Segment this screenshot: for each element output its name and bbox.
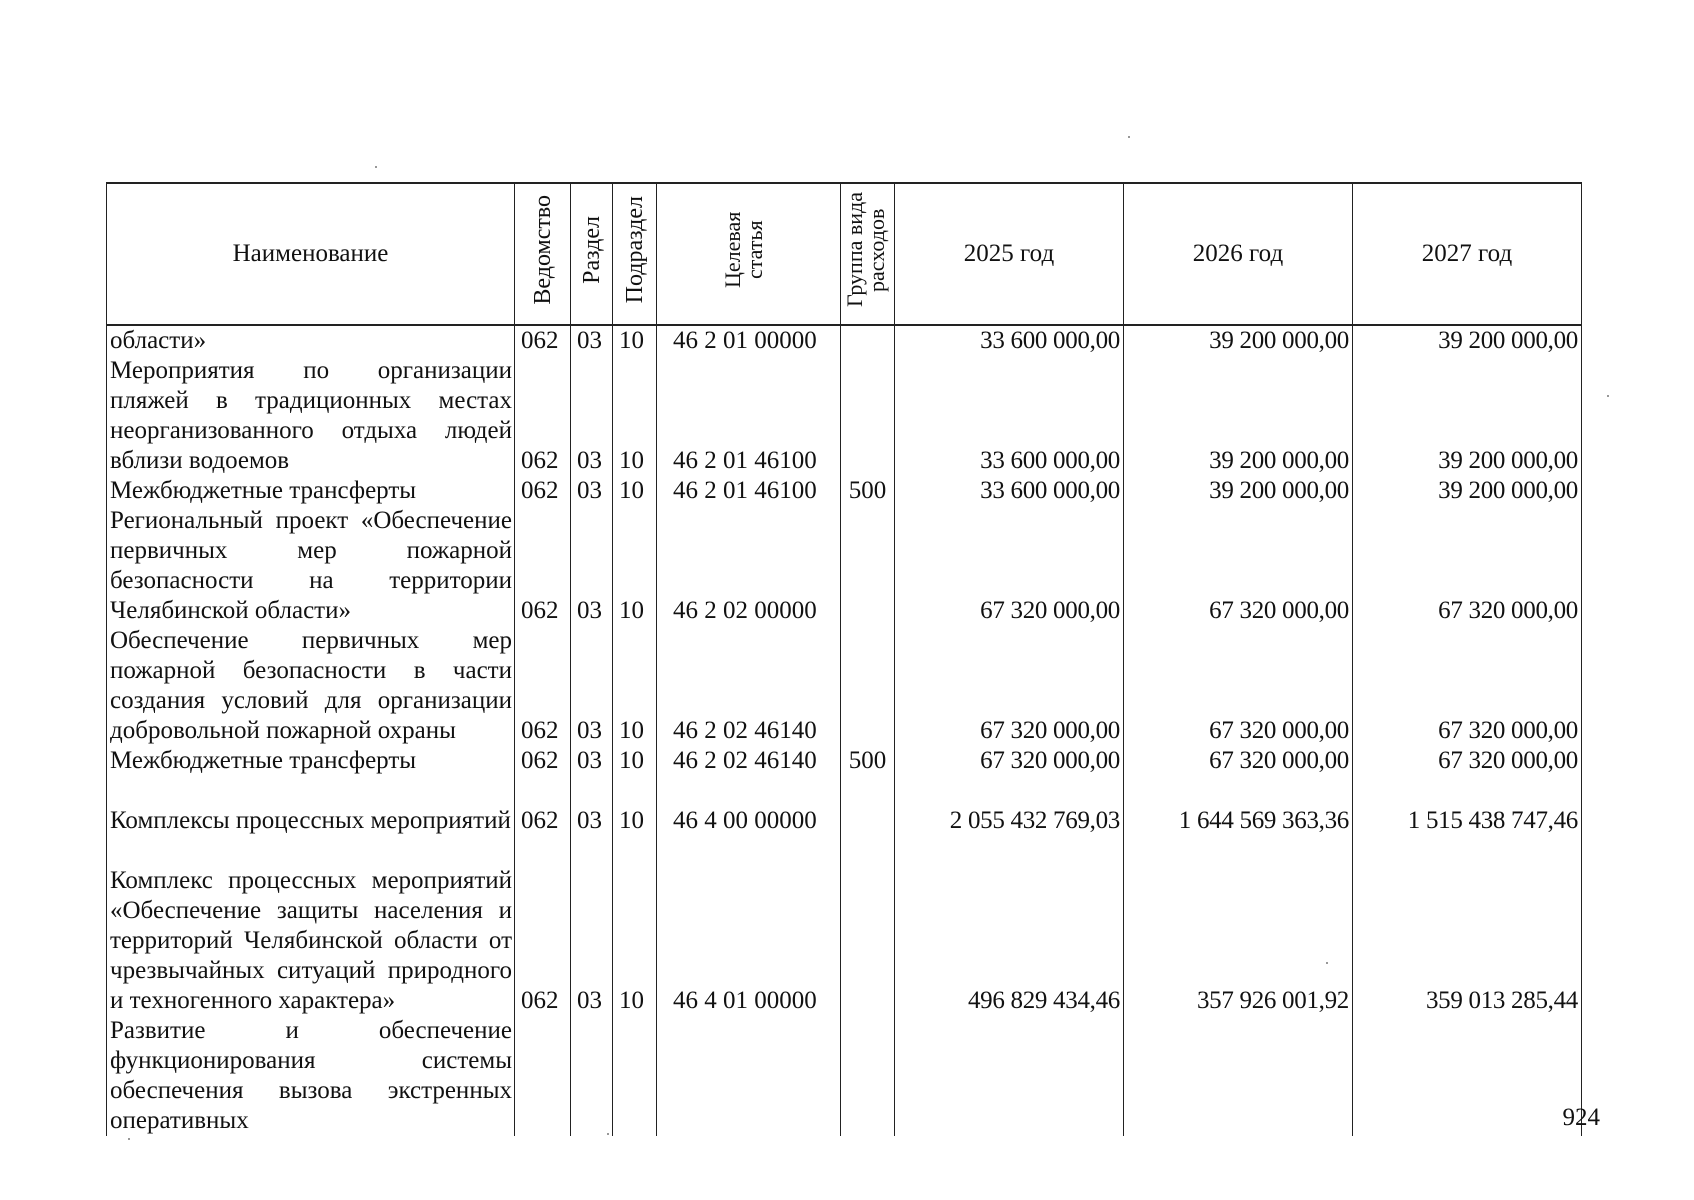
- cell-name: Межбюджетные трансферты: [107, 476, 515, 506]
- cell-amount-2027: 1 515 438 747,46: [1353, 776, 1582, 836]
- cell-department: 062: [515, 746, 571, 776]
- cell-subsection: 10: [613, 325, 657, 356]
- cell-amount-2026: 39 200 000,00: [1124, 325, 1353, 356]
- header-name: Наименование: [107, 183, 515, 325]
- cell-target-article: 46 2 01 46100: [657, 476, 841, 506]
- cell-amount-2027: 39 200 000,00: [1353, 325, 1582, 356]
- cell-target-article: 46 4 01 00000: [657, 836, 841, 1016]
- cell-amount-2027: 39 200 000,00: [1353, 356, 1582, 476]
- cell-amount-2026: 39 200 000,00: [1124, 356, 1353, 476]
- cell-department: 062: [515, 626, 571, 746]
- cell-amount-2025: [895, 1016, 1124, 1136]
- cell-subsection: [613, 1016, 657, 1136]
- cell-amount-2026: 67 320 000,00: [1124, 506, 1353, 626]
- cell-amount-2026: 67 320 000,00: [1124, 746, 1353, 776]
- header-year-2025: 2025 год: [895, 183, 1124, 325]
- cell-target-article: 46 2 01 46100: [657, 356, 841, 476]
- cell-subsection: 10: [613, 746, 657, 776]
- cell-section: 03: [571, 325, 613, 356]
- cell-target-article: 46 2 02 46140: [657, 626, 841, 746]
- cell-expense-group: [841, 356, 895, 476]
- cell-section: 03: [571, 626, 613, 746]
- cell-expense-group: [841, 1016, 895, 1136]
- header-year-2027: 2027 год: [1353, 183, 1582, 325]
- cell-amount-2027: 67 320 000,00: [1353, 626, 1582, 746]
- header-section: Раздел: [571, 183, 613, 325]
- scan-speck: [607, 1133, 609, 1135]
- cell-amount-2027: 67 320 000,00: [1353, 746, 1582, 776]
- cell-name: Мероприятия по организации пляжей в традиционных местах неорганизованного отдыха людей вблизи водоемов: [107, 356, 515, 476]
- cell-amount-2025: 67 320 000,00: [895, 626, 1124, 746]
- cell-section: 03: [571, 506, 613, 626]
- table-row: [107, 1016, 1582, 1136]
- cell-subsection: 10: [613, 836, 657, 1016]
- header-subsection: Подраздел: [613, 183, 657, 325]
- cell-subsection: 10: [613, 506, 657, 626]
- cell-name: Развитие и обеспечение функционирования системы обеспечения вызова экстренных оперативных: [107, 1016, 515, 1136]
- cell-expense-group: [841, 776, 895, 836]
- cell-target-article: 46 2 02 46140: [657, 746, 841, 776]
- cell-amount-2025: 33 600 000,00: [895, 356, 1124, 476]
- cell-section: 03: [571, 836, 613, 1016]
- table-header: [107, 183, 1582, 325]
- cell-amount-2025: 67 320 000,00: [895, 506, 1124, 626]
- cell-target-article: 46 2 01 00000: [657, 325, 841, 356]
- cell-department: 062: [515, 325, 571, 356]
- cell-department: 062: [515, 776, 571, 836]
- cell-amount-2025: 2 055 432 769,03: [895, 776, 1124, 836]
- cell-expense-group: 500: [841, 746, 895, 776]
- scan-speck: [1607, 395, 1609, 397]
- table-row: [107, 356, 1582, 476]
- cell-expense-group: 500: [841, 476, 895, 506]
- cell-amount-2026: 357 926 001,92: [1124, 836, 1353, 1016]
- cell-expense-group: [841, 836, 895, 1016]
- cell-expense-group: [841, 626, 895, 746]
- cell-amount-2026: 1 644 569 363,36: [1124, 776, 1353, 836]
- cell-amount-2025: 33 600 000,00: [895, 325, 1124, 356]
- cell-name: Межбюджетные трансферты: [107, 746, 515, 776]
- header-department: Ведомство: [515, 183, 571, 325]
- cell-subsection: 10: [613, 626, 657, 746]
- cell-department: 062: [515, 356, 571, 476]
- cell-target-article: [657, 1016, 841, 1136]
- cell-amount-2025: 33 600 000,00: [895, 476, 1124, 506]
- cell-section: [571, 1016, 613, 1136]
- cell-subsection: 10: [613, 476, 657, 506]
- scan-speck: [1128, 136, 1130, 138]
- cell-amount-2026: 39 200 000,00: [1124, 476, 1353, 506]
- scan-speck: [1326, 962, 1328, 964]
- table-body: [107, 325, 1582, 1136]
- cell-section: 03: [571, 476, 613, 506]
- table-row: [107, 626, 1582, 746]
- header-year-2026: 2026 год: [1124, 183, 1353, 325]
- page-number: 924: [1562, 1104, 1600, 1131]
- table-row: [107, 776, 1582, 836]
- cell-department: [515, 1016, 571, 1136]
- budget-table: [106, 182, 1582, 1136]
- cell-section: 03: [571, 356, 613, 476]
- table-row: [107, 506, 1582, 626]
- cell-subsection: 10: [613, 356, 657, 476]
- cell-amount-2025: 67 320 000,00: [895, 746, 1124, 776]
- cell-section: 03: [571, 776, 613, 836]
- cell-department: 062: [515, 836, 571, 1016]
- cell-department: 062: [515, 506, 571, 626]
- cell-amount-2026: [1124, 1016, 1353, 1136]
- cell-name: Региональный проект «Обеспечение первичных мер пожарной безопасности на территории Челябинской области»: [107, 506, 515, 626]
- cell-name: Комплексы процессных мероприятий: [107, 776, 515, 836]
- scan-speck: [375, 166, 377, 168]
- header-target-article: Целевая статья: [657, 183, 841, 325]
- cell-amount-2026: 67 320 000,00: [1124, 626, 1353, 746]
- cell-amount-2027: 67 320 000,00: [1353, 506, 1582, 626]
- cell-name: области»: [107, 325, 515, 356]
- cell-section: 03: [571, 746, 613, 776]
- cell-department: 062: [515, 476, 571, 506]
- cell-expense-group: [841, 506, 895, 626]
- cell-name: Обеспечение первичных мер пожарной безопасности в части создания условий для организации добровольной пожарной охраны: [107, 626, 515, 746]
- cell-subsection: 10: [613, 776, 657, 836]
- cell-name: Комплекс процессных мероприятий «Обеспечение защиты населения и территорий Челябинской области от чрезвычайных ситуаций природного и техногенного характера»: [107, 836, 515, 1016]
- table-row: [107, 836, 1582, 1016]
- cell-amount-2027: 359 013 285,44: [1353, 836, 1582, 1016]
- cell-amount-2027: 39 200 000,00: [1353, 476, 1582, 506]
- scan-speck: [128, 1138, 130, 1140]
- cell-amount-2025: 496 829 434,46: [895, 836, 1124, 1016]
- cell-target-article: 46 4 00 00000: [657, 776, 841, 836]
- cell-target-article: 46 2 02 00000: [657, 506, 841, 626]
- table-row: [107, 476, 1582, 506]
- header-expense-group: Группа вида расходов: [841, 183, 895, 325]
- cell-expense-group: [841, 325, 895, 356]
- table-row: [107, 746, 1582, 776]
- table-row: [107, 325, 1582, 356]
